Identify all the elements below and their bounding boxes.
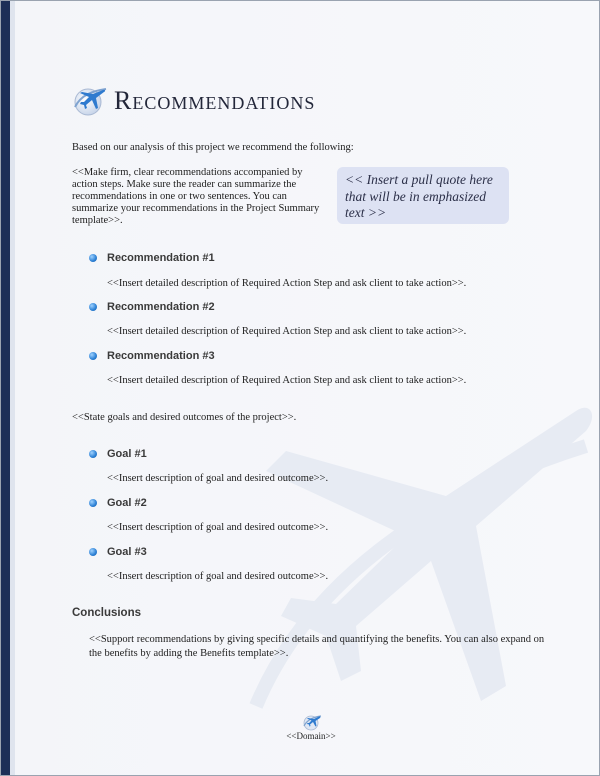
recommendation-description: <<Insert detailed description of Required Action Step and ask client to take action>>.	[107, 278, 467, 289]
goals-statement: <<State goals and desired outcomes of the project>>.	[72, 412, 297, 423]
blue-sphere-bullet-icon	[89, 450, 97, 458]
goal-description: <<Insert description of goal and desired outcome>>.	[107, 571, 329, 582]
conclusions-heading: Conclusions	[72, 607, 142, 619]
conclusions-text: <<Support recommendations by giving specific details and quantifying the benefits. You can also expand on the benefits by adding the Benefits template>>.	[89, 634, 545, 659]
recommendation-description: <<Insert detailed description of Required Action Step and ask client to take action>>.	[107, 326, 467, 337]
goal-title: Goal #1	[107, 448, 147, 460]
airplane-globe-icon	[302, 713, 322, 731]
recommendation-item	[89, 301, 215, 313]
goal-item	[89, 546, 147, 558]
goal-description: <<Insert description of goal and desired outcome>>.	[107, 473, 329, 484]
recommendation-description: <<Insert detailed description of Required Action Step and ask client to take action>>.	[107, 375, 467, 386]
left-margin-band-light	[10, 1, 15, 775]
goal-title: Goal #3	[107, 546, 147, 558]
left-margin-band	[1, 1, 10, 775]
recommendation-item	[89, 350, 215, 362]
blue-sphere-bullet-icon	[89, 499, 97, 507]
blue-sphere-bullet-icon	[89, 303, 97, 311]
goal-description: <<Insert description of goal and desired outcome>>.	[107, 522, 329, 533]
recommendation-title: Recommendation #3	[107, 350, 215, 362]
footer-domain	[1, 731, 600, 741]
pull-quote: << Insert a pull quote here that will be in emphasized text >>	[337, 167, 509, 224]
page-header	[72, 81, 315, 121]
page-title: Recommendations	[114, 86, 316, 115]
goal-item	[89, 448, 147, 460]
blue-sphere-bullet-icon	[89, 254, 97, 262]
recommendation-title: Recommendation #2	[107, 301, 215, 313]
recommendation-item	[89, 252, 215, 264]
airplane-globe-icon	[72, 83, 108, 119]
footer-domain-label: <<Domain>>	[286, 731, 336, 741]
recommendation-title: Recommendation #1	[107, 252, 215, 264]
goal-title: Goal #2	[107, 497, 147, 509]
blue-sphere-bullet-icon	[89, 352, 97, 360]
airplane-watermark-icon	[246, 386, 600, 716]
blue-sphere-bullet-icon	[89, 548, 97, 556]
intro-text: Based on our analysis of this project we recommend the following:	[72, 142, 354, 153]
goal-item	[89, 497, 147, 509]
recommendations-paragraph: <<Make firm, clear recommendations accompanied by action steps. Make sure the reader can summarize the recommendations in one or two sentences. You can summarize your recommendations in the Project Summary template>>.	[72, 167, 320, 226]
